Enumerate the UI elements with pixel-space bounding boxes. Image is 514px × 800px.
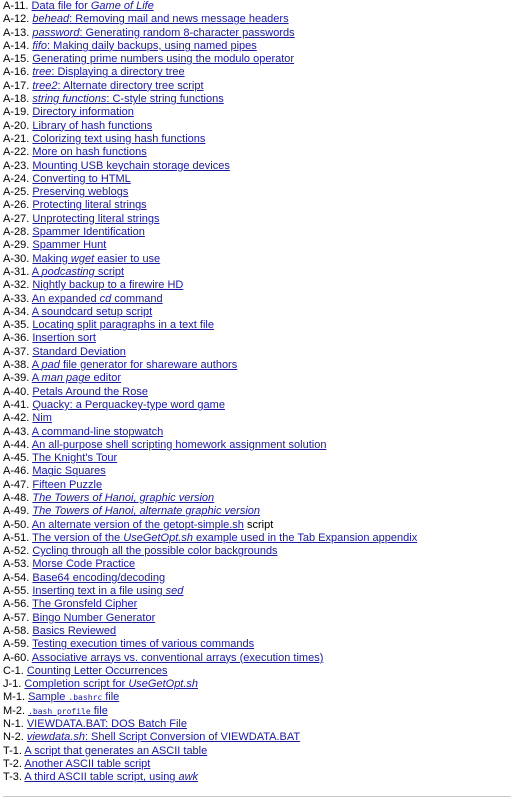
- example-link-text: Mounting USB keychain storage devices: [32, 159, 230, 172]
- example-number: C-1.: [3, 664, 24, 677]
- example-number: A-24.: [3, 172, 30, 185]
- example-number: A-59.: [3, 638, 30, 651]
- example-number: A-57.: [3, 611, 30, 624]
- example-link[interactable]: [32, 399, 225, 411]
- example-list: [3, 0, 511, 785]
- example-link-text: Morse Code Practice: [32, 558, 136, 571]
- example-number: A-27.: [3, 212, 30, 225]
- example-link-emphasis: string functions: [32, 93, 107, 106]
- example-link-text: Preserving weblogs: [32, 186, 129, 199]
- example-link-text: VIEWDATA.BAT: DOS Batch File: [26, 718, 187, 731]
- list-item: [3, 652, 511, 665]
- example-link-text: Library of hash functions: [32, 119, 153, 132]
- example-number: A-39.: [3, 372, 30, 385]
- example-link-text: An all-purpose shell scripting homework assignment solution: [31, 438, 327, 451]
- example-link[interactable]: [32, 146, 146, 158]
- example-link-text: A: [31, 359, 42, 372]
- example-link[interactable]: [27, 718, 187, 730]
- list-item: [3, 705, 511, 718]
- list-item: [3, 239, 511, 252]
- example-link[interactable]: [32, 359, 237, 371]
- example-link-text: : C-style string functions: [106, 93, 224, 106]
- example-link-emphasis: password: [32, 26, 80, 39]
- example-link[interactable]: [32, 519, 244, 531]
- list-item: [3, 279, 511, 292]
- example-number: A-26.: [3, 199, 30, 212]
- example-number: A-41.: [3, 398, 30, 411]
- list-item: [3, 558, 511, 571]
- example-link[interactable]: [32, 612, 155, 624]
- example-link-text: Completion script for: [24, 678, 129, 691]
- example-link[interactable]: [32, 40, 256, 52]
- list-item: [3, 186, 511, 199]
- example-number: A-53.: [3, 558, 30, 571]
- example-link-text: Counting Letter Occurrences: [26, 664, 168, 677]
- list-item: [3, 479, 511, 492]
- list-item: [3, 638, 511, 651]
- example-link[interactable]: [27, 665, 168, 677]
- list-item: [3, 452, 511, 465]
- list-item: [3, 492, 511, 505]
- list-item: [3, 346, 511, 359]
- example-link[interactable]: [24, 771, 198, 783]
- example-number: A-54.: [3, 571, 30, 584]
- list-item: [3, 625, 511, 638]
- example-link[interactable]: [32, 306, 152, 318]
- example-link[interactable]: [32, 0, 154, 12]
- example-link-emphasis: UseGetOpt.sh: [128, 678, 199, 691]
- example-link-text: Protecting literal strings: [32, 199, 147, 212]
- example-link-text: The Knight's Tour: [32, 452, 118, 465]
- example-link-filename: .bashrc: [68, 693, 103, 703]
- example-link-emphasis: The Towers of Hanoi, graphic version: [32, 491, 215, 504]
- example-link[interactable]: [27, 731, 300, 743]
- example-link-text: Directory information: [32, 106, 134, 119]
- list-item: [3, 519, 511, 532]
- example-link[interactable]: [32, 239, 106, 251]
- example-link-text: Magic Squares: [32, 465, 106, 478]
- example-link-filename: .bash_profile: [28, 706, 91, 716]
- list-item: [3, 93, 511, 106]
- example-number: A-15.: [3, 53, 30, 66]
- example-link[interactable]: [32, 479, 102, 491]
- example-link-text: Data file for: [31, 0, 91, 12]
- list-item: [3, 465, 511, 478]
- example-link-emphasis: pad: [41, 359, 60, 372]
- example-link-emphasis: cd: [99, 292, 112, 305]
- list-item: [3, 758, 511, 771]
- example-link-text: A soundcard setup script: [31, 305, 153, 318]
- list-item: [3, 412, 511, 425]
- example-link-text: example used in the Tab Expansion appendix: [192, 531, 418, 544]
- example-link[interactable]: [24, 758, 150, 770]
- example-link[interactable]: [32, 545, 277, 557]
- example-link-text: An expanded: [31, 292, 100, 305]
- example-title-suffix: script: [243, 518, 274, 531]
- example-number: T-1.: [3, 744, 22, 757]
- example-number: A-34.: [3, 305, 30, 318]
- example-link-emphasis: man page: [41, 372, 91, 385]
- example-link-emphasis: fifo: [32, 39, 48, 52]
- example-link[interactable]: [32, 266, 124, 278]
- example-link[interactable]: [32, 80, 203, 92]
- list-item: [3, 439, 511, 452]
- example-link-text: A: [31, 265, 42, 278]
- example-link-text: easier to use: [94, 252, 161, 265]
- example-link[interactable]: [28, 705, 108, 717]
- list-item: [3, 133, 511, 146]
- example-number: A-42.: [3, 412, 30, 425]
- example-link-text: Spammer Identification: [32, 226, 145, 239]
- list-item: [3, 372, 511, 385]
- list-item: [3, 426, 511, 439]
- example-number: A-35.: [3, 319, 30, 332]
- example-link-text: Standard Deviation: [32, 345, 126, 358]
- example-link-text: : Displaying a directory tree: [51, 66, 185, 79]
- example-link-text: Nightly backup to a firewire HD: [32, 279, 184, 292]
- example-number: A-14.: [3, 39, 30, 52]
- example-number: A-40.: [3, 385, 30, 398]
- example-link-text: : Generating random 8-character passwords: [79, 26, 295, 39]
- list-item: [3, 731, 511, 744]
- example-link-text: A command-line stopwatch: [31, 425, 164, 438]
- example-link-text: Petals Around the Rose: [32, 385, 148, 398]
- example-number: A-33.: [3, 292, 30, 305]
- example-number: A-55.: [3, 585, 30, 598]
- example-number: A-28.: [3, 226, 30, 239]
- example-link-text: file generator for shareware authors: [59, 359, 238, 372]
- example-link[interactable]: [32, 106, 133, 118]
- list-item: [3, 0, 511, 13]
- example-number: A-23.: [3, 159, 30, 172]
- example-link[interactable]: [32, 585, 183, 597]
- example-link[interactable]: [32, 27, 294, 39]
- bottom-divider: [3, 796, 511, 797]
- example-number: A-37.: [3, 345, 30, 358]
- example-number: A-22.: [3, 146, 30, 159]
- list-item: [3, 146, 511, 159]
- example-link-text: Colorizing text using hash functions: [32, 132, 206, 145]
- list-item: [3, 306, 511, 319]
- list-item: [3, 691, 511, 704]
- example-number: N-1.: [3, 718, 24, 731]
- example-link-text: Sample: [28, 691, 69, 704]
- example-link-emphasis: UseGetOpt.sh: [123, 531, 193, 544]
- example-link-text: Locating split paragraphs in a text file: [32, 319, 214, 332]
- example-link-emphasis: sed: [165, 585, 184, 598]
- example-number: A-21.: [3, 132, 30, 145]
- example-link-text: An alternate version of the getopt-simple.sh: [31, 518, 244, 531]
- example-link[interactable]: [24, 745, 207, 757]
- example-link-text: script: [94, 265, 125, 278]
- example-number: A-38.: [3, 359, 30, 372]
- example-link[interactable]: [32, 412, 52, 424]
- example-link-text: file: [102, 691, 120, 704]
- list-item: [3, 359, 511, 372]
- list-item: [3, 53, 511, 66]
- example-link[interactable]: [32, 386, 148, 398]
- list-item: [3, 572, 511, 585]
- example-number: A-48.: [3, 491, 30, 504]
- example-link[interactable]: [32, 293, 163, 305]
- example-number: A-30.: [3, 252, 30, 265]
- list-item: [3, 226, 511, 239]
- example-link[interactable]: [32, 372, 121, 384]
- example-link[interactable]: [32, 638, 254, 650]
- example-link[interactable]: [32, 160, 230, 172]
- list-item: [3, 332, 511, 345]
- example-number: A-47.: [3, 478, 30, 491]
- example-link-text: Basics Reviewed: [32, 624, 117, 637]
- example-number: A-16.: [3, 66, 30, 79]
- list-item: [3, 386, 511, 399]
- example-number: A-60.: [3, 651, 30, 664]
- example-link-text: Base64 encoding/decoding: [32, 571, 166, 584]
- list-item: [3, 266, 511, 279]
- example-link-emphasis: tree2: [32, 79, 58, 92]
- example-link[interactable]: [32, 652, 324, 664]
- example-link-text: Bingo Number Generator: [32, 611, 156, 624]
- list-item: [3, 585, 511, 598]
- example-link[interactable]: [32, 625, 116, 637]
- example-link[interactable]: [32, 133, 205, 145]
- list-item: [3, 213, 511, 226]
- example-link-emphasis: Game of Life: [90, 0, 154, 12]
- example-link-text: Quacky: a Perquackey-type word game: [32, 398, 225, 411]
- example-number: A-11.: [3, 0, 29, 12]
- example-number: A-20.: [3, 119, 30, 132]
- example-link[interactable]: [32, 465, 105, 477]
- example-number: T-2.: [3, 757, 22, 770]
- example-link-emphasis: behead: [32, 13, 70, 26]
- example-link[interactable]: [32, 439, 327, 451]
- example-number: A-25.: [3, 186, 30, 199]
- example-number: A-17.: [3, 79, 30, 92]
- example-number: A-19.: [3, 106, 30, 119]
- example-link[interactable]: [32, 253, 160, 265]
- list-item: [3, 40, 511, 53]
- list-item: [3, 66, 511, 79]
- list-item: [3, 319, 511, 332]
- list-item: [3, 771, 511, 784]
- example-link-text: : Shell Script Conversion of VIEWDATA.BAT: [84, 731, 301, 744]
- example-number: A-32.: [3, 279, 30, 292]
- example-link[interactable]: [32, 558, 135, 570]
- example-number: A-31.: [3, 265, 30, 278]
- example-link-emphasis: The Towers of Hanoi, alternate graphic version: [32, 505, 261, 518]
- example-number: A-44.: [3, 438, 30, 451]
- example-link-text: Generating prime numbers using the modulo operator: [32, 53, 295, 66]
- list-item: [3, 27, 511, 40]
- example-link-text: Testing execution times of various commands: [32, 638, 255, 651]
- example-link-text: The version of the: [32, 531, 124, 544]
- list-item: [3, 253, 511, 266]
- example-number: A-52.: [3, 545, 30, 558]
- example-link-text: Converting to HTML: [32, 172, 131, 185]
- example-link-emphasis: wget: [70, 252, 95, 265]
- example-number: A-50.: [3, 518, 30, 531]
- list-item: [3, 718, 511, 731]
- example-number: A-51.: [3, 531, 30, 544]
- example-link-emphasis: viewdata.sh: [26, 731, 85, 744]
- list-item: [3, 120, 511, 133]
- example-link[interactable]: [32, 199, 146, 211]
- example-link[interactable]: [32, 120, 152, 132]
- example-link-text: Cycling through all the possible color backgrounds: [32, 545, 278, 558]
- list-item: [3, 505, 511, 518]
- example-link-text: Inserting text in a file using: [32, 585, 166, 598]
- list-item: [3, 598, 511, 611]
- example-link[interactable]: [28, 691, 119, 703]
- example-number: A-45.: [3, 452, 30, 465]
- list-item: [3, 13, 511, 26]
- example-number: A-43.: [3, 425, 30, 438]
- example-link[interactable]: [32, 279, 183, 291]
- example-link-text: Fifteen Puzzle: [32, 478, 103, 491]
- example-link-emphasis: awk: [178, 771, 199, 784]
- example-link[interactable]: [32, 332, 96, 344]
- example-link[interactable]: [32, 66, 184, 78]
- example-link[interactable]: [32, 173, 130, 185]
- example-link-text: command: [111, 292, 163, 305]
- example-number: A-58.: [3, 624, 30, 637]
- example-link[interactable]: [32, 186, 128, 198]
- example-link[interactable]: [32, 13, 288, 25]
- example-link-text: Insertion sort: [32, 332, 96, 345]
- example-link[interactable]: [32, 492, 214, 504]
- list-item: [3, 106, 511, 119]
- example-link-text: Making: [32, 252, 71, 265]
- list-item: [3, 199, 511, 212]
- example-number: A-56.: [3, 598, 30, 611]
- example-link-emphasis: tree: [32, 66, 52, 79]
- example-number: N-2.: [3, 731, 24, 744]
- example-link-text: The Gronsfeld Cipher: [32, 598, 138, 611]
- example-link[interactable]: [32, 452, 117, 464]
- example-link[interactable]: [32, 93, 223, 105]
- example-link[interactable]: [32, 572, 165, 584]
- example-link-text: : Removing mail and news message headers: [69, 13, 289, 26]
- example-number: J-1.: [3, 678, 22, 691]
- example-link[interactable]: [32, 598, 137, 610]
- example-link-emphasis: podcasting: [41, 265, 95, 278]
- example-link-text: Nim: [32, 412, 52, 425]
- example-link[interactable]: [32, 426, 163, 438]
- list-item: [3, 612, 511, 625]
- example-link[interactable]: [32, 53, 294, 65]
- example-link-text: Associative arrays vs. conventional arrays (execution times): [31, 651, 324, 664]
- example-link-text: More on hash functions: [32, 146, 147, 159]
- list-item: [3, 665, 511, 678]
- list-item: [3, 678, 511, 691]
- example-number: A-49.: [3, 505, 30, 518]
- example-number: A-12.: [3, 13, 30, 26]
- example-link-text: Spammer Hunt: [32, 239, 107, 252]
- list-item: [3, 745, 511, 758]
- example-link[interactable]: [32, 319, 214, 331]
- list-item: [3, 80, 511, 93]
- example-number: A-18.: [3, 93, 30, 106]
- example-link-text: A: [31, 372, 42, 385]
- example-link[interactable]: [24, 678, 198, 690]
- example-link[interactable]: [32, 346, 126, 358]
- example-link-text: : Making daily backups, using named pipes: [47, 39, 257, 52]
- example-number: A-36.: [3, 332, 30, 345]
- example-number: A-46.: [3, 465, 30, 478]
- example-link-text: : Alternate directory tree script: [57, 79, 204, 92]
- example-number: A-13.: [3, 26, 30, 39]
- example-number: M-2.: [3, 704, 25, 717]
- example-number: M-1.: [3, 691, 25, 704]
- example-number: A-29.: [3, 239, 30, 252]
- example-link[interactable]: [32, 532, 417, 544]
- example-number: T-3.: [3, 771, 22, 784]
- example-link-text: Another ASCII table script: [24, 757, 151, 770]
- list-item: [3, 173, 511, 186]
- example-link-text: Unprotecting literal strings: [32, 212, 160, 225]
- example-link-text: editor: [90, 372, 122, 385]
- list-item: [3, 532, 511, 545]
- example-link[interactable]: [32, 226, 145, 238]
- list-item: [3, 160, 511, 173]
- example-link-text: A third ASCII table script, using: [24, 771, 179, 784]
- example-link-text: file: [90, 704, 108, 717]
- list-item: [3, 545, 511, 558]
- example-link[interactable]: [32, 213, 159, 225]
- list-item: [3, 293, 511, 306]
- example-link-text: A script that generates an ASCII table: [24, 744, 208, 757]
- example-link[interactable]: [32, 505, 260, 517]
- list-item: [3, 399, 511, 412]
